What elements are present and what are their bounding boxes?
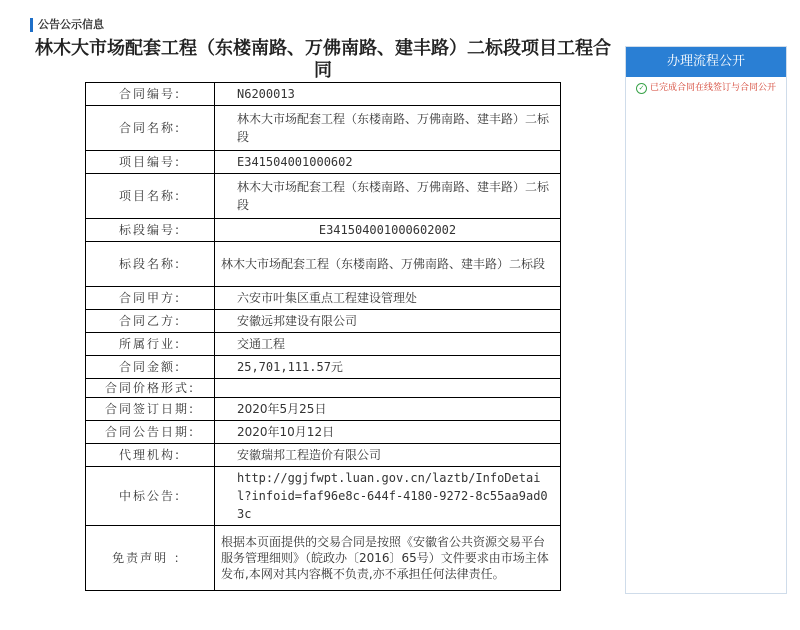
table-row [86,333,561,356]
contract-amount-label: 合同金额: [86,356,215,379]
disclaimer-label: 免责声明 ： [86,526,215,591]
table-row [86,174,561,219]
sign-date-value: 2020年5月25日 [215,398,561,421]
agency-value: 安徽瑞邦工程造价有限公司 [215,444,561,467]
process-status-item [626,82,786,94]
disclaimer-text: 根据本页面提供的交易合同是按照《安徽省公共资源交易平台服务管理细则》（皖政办〔2016〕65号）文件要求由市场主体发布,本网对其内容概不负责,亦不承担任何法律责任。 [215,526,561,591]
party-b-value: 安徽远邦建设有限公司 [215,310,561,333]
project-name-value: 林木大市场配套工程（东楼南路、万佛南路、建丰路）二标段 [215,174,561,219]
announce-date-value: 2020年10月12日 [215,421,561,444]
price-form-label: 合同价格形式: [86,379,215,398]
sign-date-label: 合同签订日期: [86,398,215,421]
industry-label: 所属行业: [86,333,215,356]
table-row [86,526,561,591]
party-a-label: 合同甲方: [86,287,215,310]
section-number-value: E341504001000602002 [215,219,561,242]
process-panel [625,46,787,594]
winning-notice-link[interactable]: http://ggjfwpt.luan.gov.cn/laztb/InfoDetail?infoid=faf96e8c-644f-4180-9272-8c55aa9ad03c [215,467,561,526]
table-row [86,444,561,467]
contract-number-label: 合同编号: [86,83,215,106]
table-row [86,287,561,310]
party-a-value: 六安市叶集区重点工程建设管理处 [215,287,561,310]
agency-label: 代理机构: [86,444,215,467]
breadcrumb: 公告公示信息 [30,18,104,32]
contract-number-value: N6200013 [215,83,561,106]
price-form-value [215,379,561,398]
table-row [86,106,561,151]
project-number-value: E341504001000602 [215,151,561,174]
project-number-label: 项目编号: [86,151,215,174]
section-name-value: 林木大市场配套工程（东楼南路、万佛南路、建丰路）二标段 [215,242,561,287]
contract-name-value: 林木大市场配套工程（东楼南路、万佛南路、建丰路）二标段 [215,106,561,151]
party-b-label: 合同乙方: [86,310,215,333]
contract-table [85,82,561,591]
table-row [86,421,561,444]
announce-date-label: 合同公告日期: [86,421,215,444]
section-name-label: 标段名称: [86,242,215,287]
table-row [86,310,561,333]
process-panel-header: 办理流程公开 [626,47,786,77]
table-row [86,151,561,174]
process-status-text: 已完成合同在线签订与合同公开 [650,83,777,93]
table-row [86,356,561,379]
section-number-label: 标段编号: [86,219,215,242]
industry-value: 交通工程 [215,333,561,356]
table-row [86,467,561,526]
table-row [86,83,561,106]
table-row [86,219,561,242]
winning-notice-label: 中标公告: [86,467,215,526]
table-row [86,379,561,398]
table-row [86,242,561,287]
page-title: 林木大市场配套工程（东楼南路、万佛南路、建丰路）二标段项目工程合同 [35,38,611,81]
check-circle-icon: ✓ [636,83,647,94]
project-name-label: 项目名称: [86,174,215,219]
contract-name-label: 合同名称: [86,106,215,151]
table-row [86,398,561,421]
contract-amount-value: 25,701,111.57元 [215,356,561,379]
